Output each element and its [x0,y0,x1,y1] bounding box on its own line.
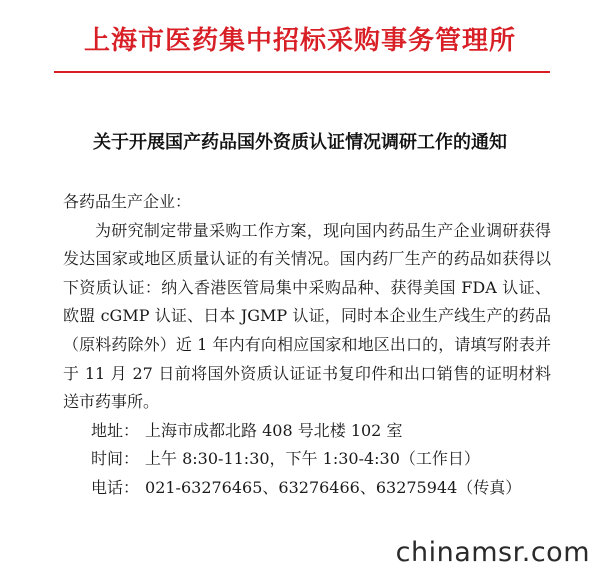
site-watermark: chinamsr.com [395,537,590,568]
letterhead-divider [54,71,550,73]
notice-title: 关于开展国产药品国外资质认证情况调研工作的通知 [93,132,507,153]
phone-value: 021-63276465、63276466、63275944（传真） [145,477,522,497]
notice-body [63,188,551,503]
hours-value: 上午 8:30-11:30，下午 1:30-4:30（工作日） [145,449,480,469]
greeting: 各药品生产企业： [63,192,192,211]
address-label: 地址： [91,420,140,440]
phone-label: 电话： [91,477,140,497]
hours-label: 时间： [91,449,140,469]
phone-line [63,474,551,503]
address-value: 上海市成都北路 408 号北楼 102 室 [145,420,403,440]
body-paragraph: 为研究制定带量采购工作方案，现向国内药品生产企业调研获得发达国家或地区质量认证的有关情况。国内药厂生产的药品如获得以下资质认证：纳入香港医管局集中采购品种、获得美国 FDA 认证、欧盟 cGMP 认证、日本 JGMP 认证，同时本企业生产线生产的药品（原料药除外）近 1 年内有向相应国家和地区出口的，请填写附表并于 11 月 27 日前将国外资质认证证书复印件和出口销售的证明材料送市药事所。 [63,220,551,412]
hours-line [63,445,551,474]
letterhead-title: 上海市医药集中招标采购事务管理所 [83,26,516,56]
address-line [63,417,551,446]
